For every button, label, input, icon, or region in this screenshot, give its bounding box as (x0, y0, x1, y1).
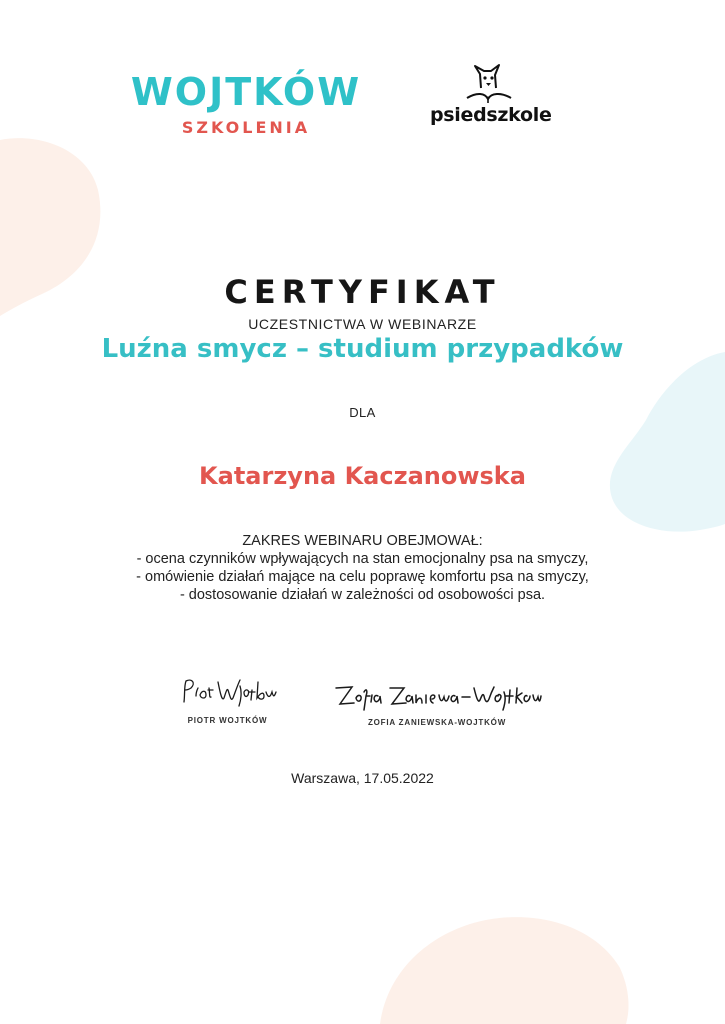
recipient-name: Katarzyna Kaczanowska (199, 462, 526, 490)
logo-wojtkow-text: WOJTKÓW (130, 70, 362, 114)
wojtkow-szkolenia-logo (128, 72, 364, 140)
psiedszkole-logo (430, 62, 552, 126)
scope-item: - ocena czynników wpływających na stan emocjonalny psa na smyczy, (136, 551, 589, 567)
signer-name-piotr: PIOTR WOJTKÓW (187, 716, 268, 725)
dog-with-book-icon (453, 62, 523, 106)
webinar-title: Luźna smycz – studium przypadków (101, 334, 624, 364)
webinar-scope (0, 532, 725, 604)
logo-szkolenia-text: SZKOLENIA (181, 118, 311, 137)
scope-item: - dostosowanie działań w zależności od osobowości psa. (179, 587, 546, 603)
logo-psiedszkole-text: psiedszkole (430, 104, 552, 126)
for-label: DLA (349, 405, 376, 420)
scope-heading: ZAKRES WEBINARU OBEJMOWAŁ: (242, 533, 483, 549)
peach-blob-bottom (380, 917, 628, 1024)
signature-block-zofia (326, 682, 548, 727)
blue-blob-right (610, 352, 725, 532)
signer-name-zofia: ZOFIA ZANIEWSKA-WOJTKÓW (367, 718, 507, 727)
signature-block-piotr (170, 676, 285, 725)
certificate-title: CERTYFIKAT (224, 273, 501, 311)
handwritten-signature-zofia (332, 682, 542, 712)
handwritten-signature-piotr (178, 676, 278, 710)
place-and-date: Warszawa, 17.05.2022 (291, 770, 434, 786)
scope-item: - omówienie działań mające na celu poprawę komfortu psa na smyczy, (136, 569, 589, 585)
certificate-subtitle: UCZESTNICTWA W WEBINARZE (248, 316, 477, 332)
